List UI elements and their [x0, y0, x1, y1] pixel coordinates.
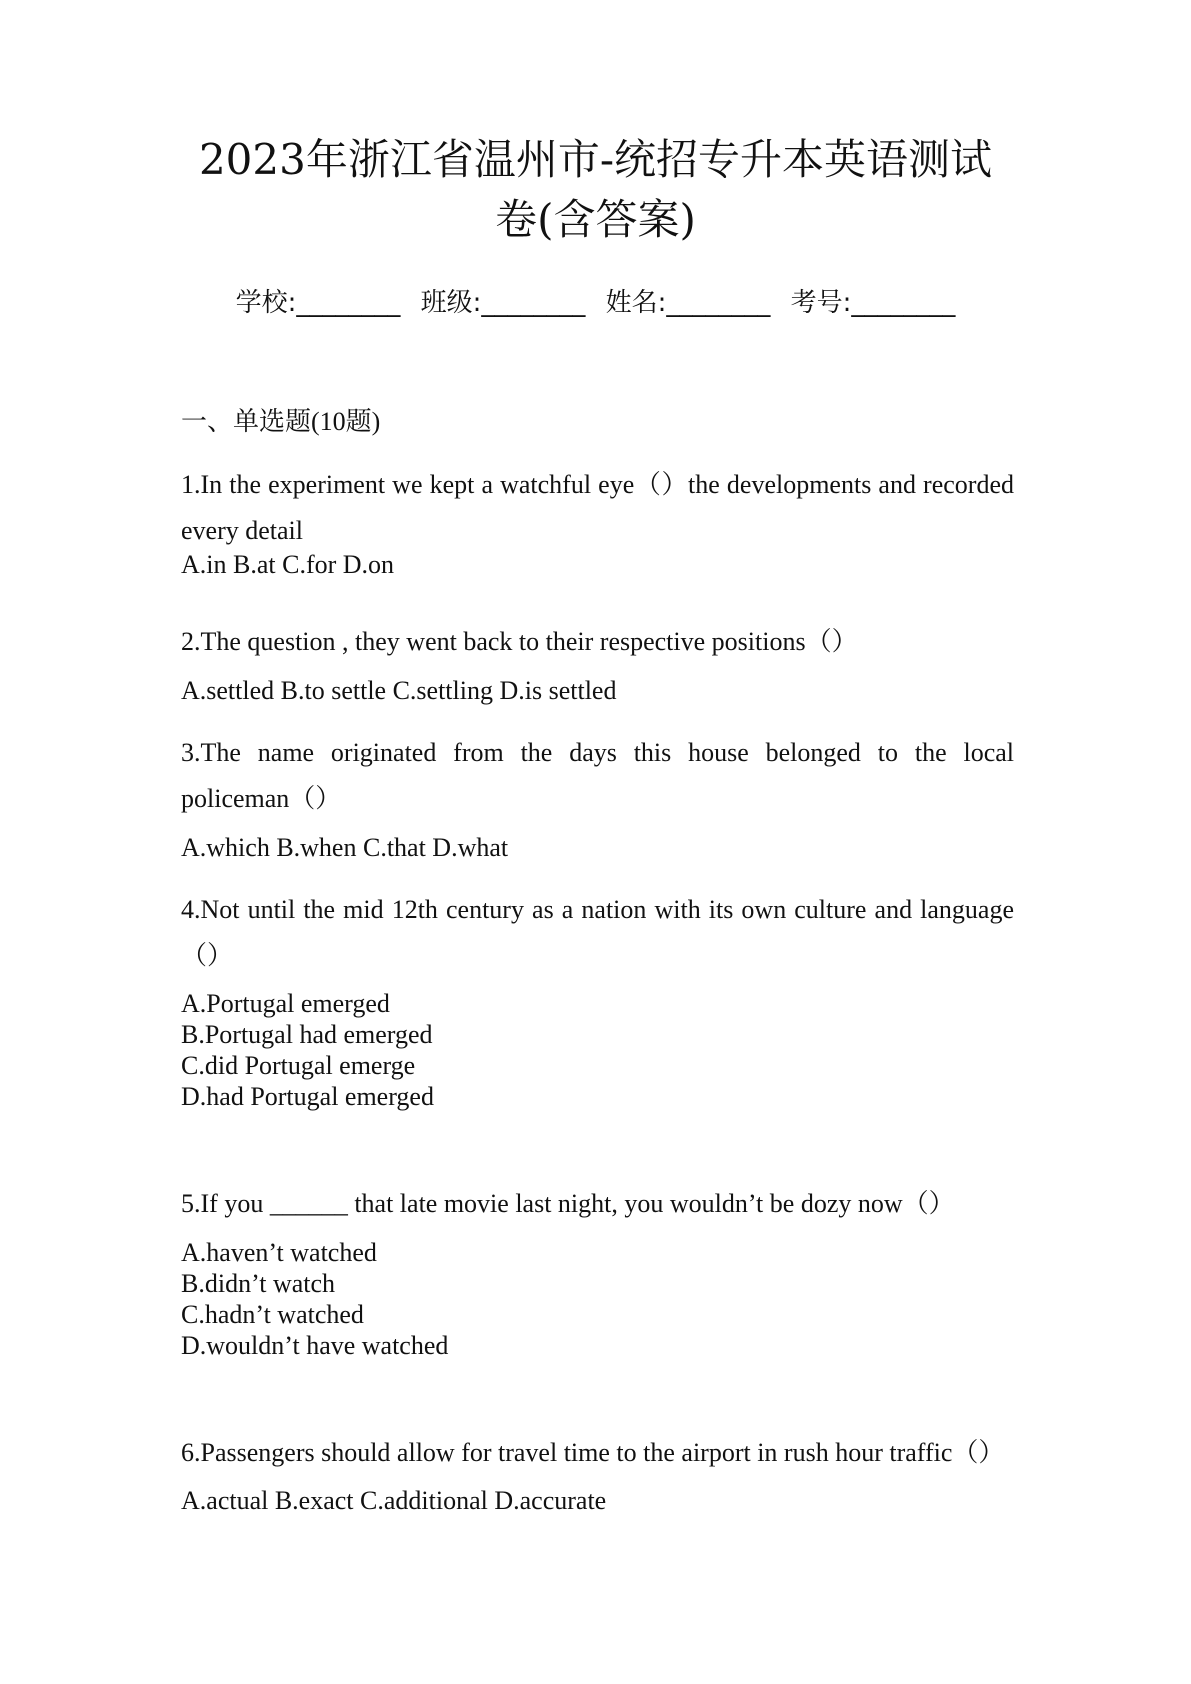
question-4-option-b: B.Portugal had emerged — [181, 1020, 433, 1049]
exam-title — [140, 130, 1051, 250]
question-3-stem: 3.The name originated from the days this house belonged to the local policeman（） — [181, 738, 1014, 813]
question-4-stem: 4.Not until the mid 12th century as a nation with its own culture and language（） — [181, 895, 1014, 970]
section-heading: 一、单选题(10题) — [181, 407, 381, 436]
title-line-2: 卷(含答案) — [495, 195, 696, 244]
title-line-1: 2023年浙江省温州市-统招专升本英语测试 — [198, 135, 993, 184]
question-5-option-c: C.hadn’t watched — [181, 1300, 364, 1329]
question-6-options: A.actual B.exact C.additional D.accurate — [181, 1486, 607, 1515]
class-field: 班级:________ — [420, 288, 586, 318]
question-5-option-d: D.wouldn’t have watched — [181, 1331, 449, 1360]
question-5-option-a: A.haven’t watched — [181, 1238, 377, 1267]
question-1-options: A.in B.at C.for D.on — [181, 550, 395, 579]
question-6-stem: 6.Passengers should allow for travel time to the airport in rush hour traffic（） — [181, 1438, 1005, 1467]
name-field: 姓名:________ — [605, 288, 771, 318]
question-3-options: A.which B.when C.that D.what — [181, 833, 509, 862]
question-2-stem: 2.The question , they went back to their respective positions（） — [181, 627, 858, 656]
question-2-options: A.settled B.to settle C.settling D.is settled — [181, 676, 617, 705]
student-info-line — [0, 282, 1191, 319]
exam-number-field: 考号:________ — [790, 288, 956, 318]
question-4-option-a: A.Portugal emerged — [181, 989, 390, 1018]
question-5-stem: 5.If you ______ that late movie last night, you wouldn’t be dozy now（） — [181, 1189, 955, 1218]
question-4-option-d: D.had Portugal emerged — [181, 1082, 434, 1111]
question-4-option-c: C.did Portugal emerge — [181, 1051, 416, 1080]
question-1-stem: 1.In the experiment we kept a watchful eye（）the developments and recorded every detail — [181, 470, 1014, 545]
question-5-option-b: B.didn’t watch — [181, 1269, 336, 1298]
school-field: 学校:________ — [235, 288, 401, 318]
